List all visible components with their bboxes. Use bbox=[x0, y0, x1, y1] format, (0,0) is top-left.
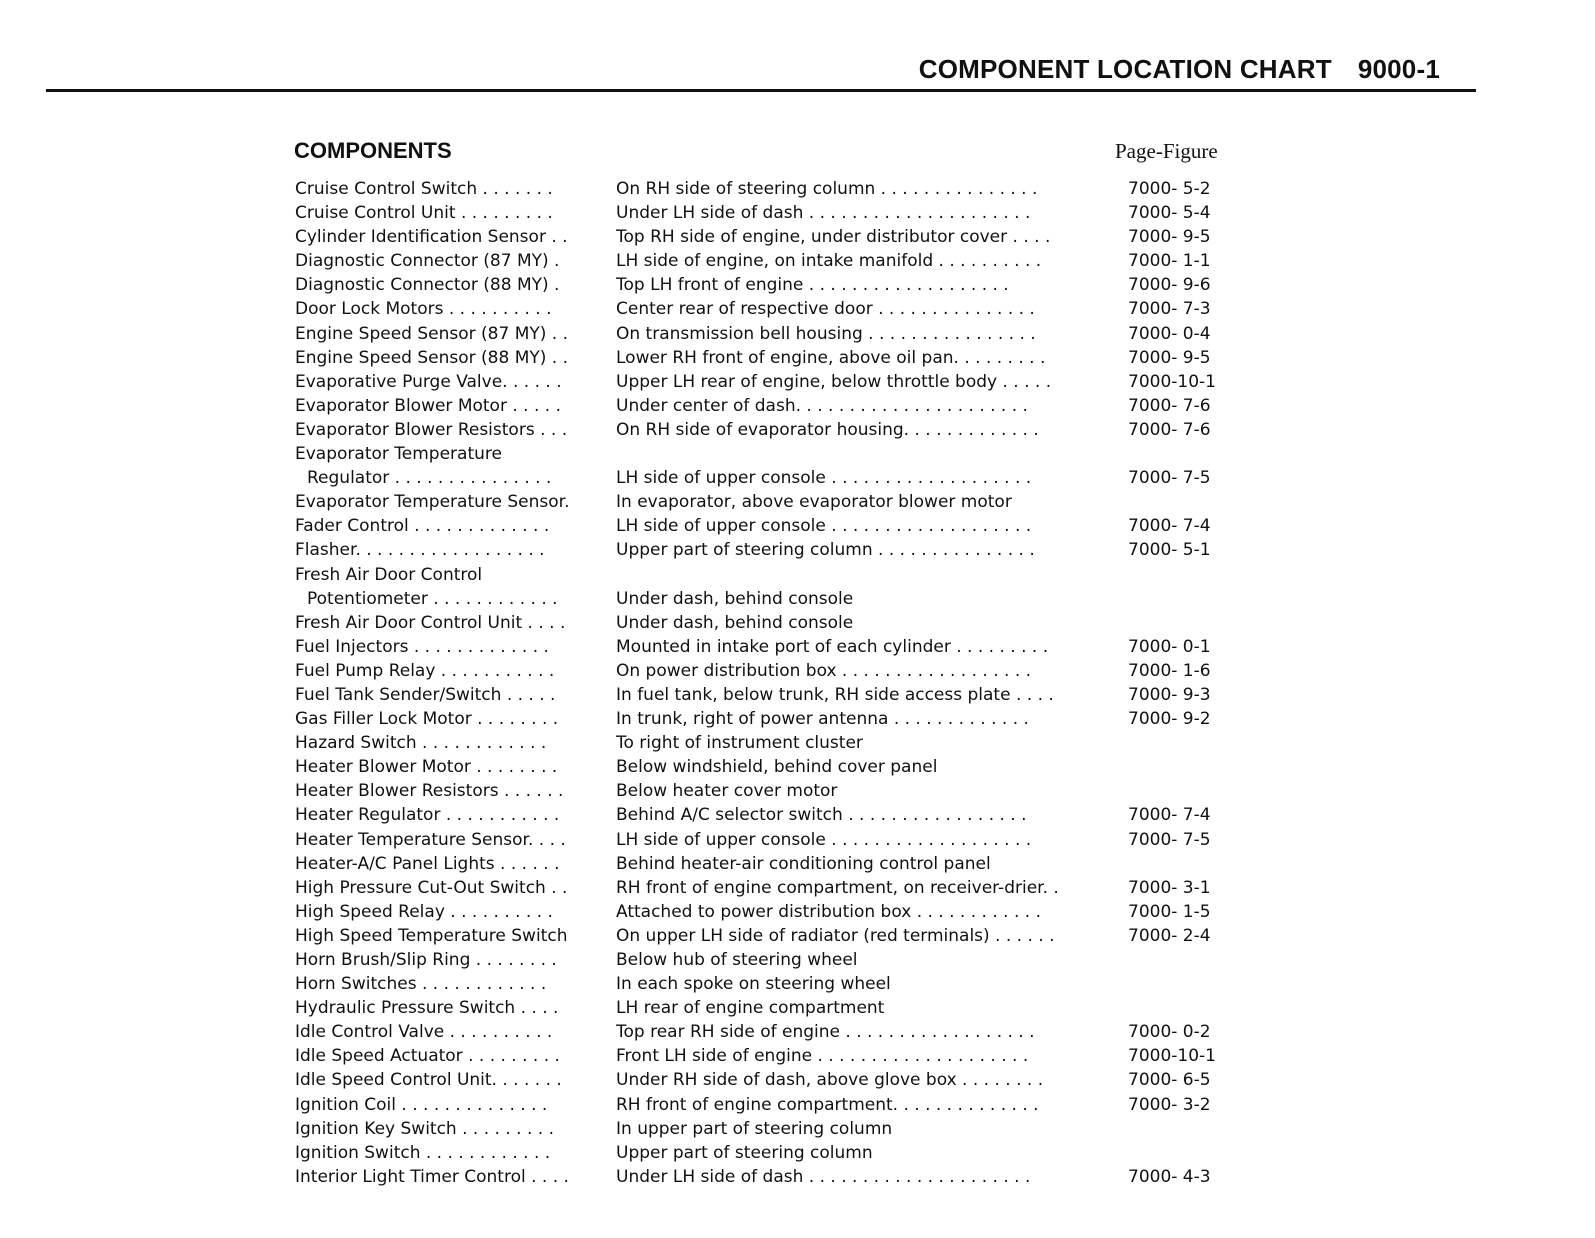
table-row bbox=[0, 1020, 1595, 1044]
table-row bbox=[0, 996, 1595, 1020]
component-location: Under RH side of dash, above glove box . . . . . . . . bbox=[616, 1070, 1044, 1091]
table-row bbox=[0, 1141, 1595, 1165]
component-name: Hydraulic Pressure Switch . . . . bbox=[295, 998, 559, 1019]
table-row bbox=[0, 924, 1595, 948]
component-location: Behind A/C selector switch . . . . . . . . . . . . . . . . . bbox=[616, 805, 1027, 826]
component-location: In fuel tank, below trunk, RH side access plate . . . . bbox=[616, 684, 1054, 705]
table-row bbox=[0, 418, 1595, 442]
component-name: Ignition Switch . . . . . . . . . . . . bbox=[295, 1142, 551, 1163]
page-figure-ref: 7000- 1-1 bbox=[1128, 251, 1211, 272]
table-row bbox=[0, 346, 1595, 370]
component-name: Fuel Pump Relay . . . . . . . . . . . bbox=[295, 660, 555, 681]
table-row bbox=[0, 1093, 1595, 1117]
page-figure-ref: 7000- 7-4 bbox=[1128, 516, 1211, 537]
page-figure-ref: 7000- 7-5 bbox=[1128, 829, 1211, 850]
component-name: Ignition Coil . . . . . . . . . . . . . . bbox=[295, 1094, 548, 1115]
component-location: Top RH side of engine, under distributor cover . . . . bbox=[616, 227, 1051, 248]
table-row bbox=[0, 249, 1595, 273]
component-name: Evaporative Purge Valve. . . . . . bbox=[295, 371, 562, 392]
component-name: Heater Blower Resistors . . . . . . bbox=[295, 781, 564, 802]
page-figure-ref: 7000-10-1 bbox=[1128, 371, 1216, 392]
component-name: Idle Speed Actuator . . . . . . . . . bbox=[295, 1046, 560, 1067]
table-row bbox=[0, 394, 1595, 418]
component-name: Heater Regulator . . . . . . . . . . . bbox=[295, 805, 560, 826]
page-figure-ref: 7000- 5-1 bbox=[1128, 540, 1211, 561]
component-location: Top LH front of engine . . . . . . . . . . . . . . . . . . . bbox=[616, 275, 1009, 296]
chart-title: COMPONENT LOCATION CHART bbox=[918, 54, 1332, 84]
component-location: Lower RH front of engine, above oil pan. . . . . . . . . bbox=[616, 347, 1046, 368]
component-location: On RH side of steering column . . . . . . . . . . . . . . . bbox=[616, 179, 1038, 199]
component-name: Hazard Switch . . . . . . . . . . . . bbox=[295, 733, 547, 754]
table-row bbox=[0, 852, 1595, 876]
page-figure-ref: 7000- 3-1 bbox=[1128, 877, 1211, 898]
component-name: Diagnostic Connector (87 MY) . bbox=[295, 251, 560, 272]
table-row bbox=[0, 466, 1595, 490]
page-number: 9000-1 bbox=[1357, 54, 1440, 84]
page-figure-ref: 7000- 0-1 bbox=[1128, 636, 1211, 657]
table-row bbox=[0, 297, 1595, 321]
table-row bbox=[0, 1117, 1595, 1141]
page-figure-ref: 7000- 9-5 bbox=[1128, 227, 1211, 248]
component-location: On RH side of evaporator housing. . . . . . . . . . . . . bbox=[616, 419, 1039, 440]
component-location: LH side of engine, on intake manifold . . . . . . . . . . bbox=[616, 251, 1042, 272]
component-name: Interior Light Timer Control . . . . bbox=[295, 1166, 569, 1187]
page-figure-ref: 7000- 9-6 bbox=[1128, 275, 1211, 296]
component-name: Horn Switches . . . . . . . . . . . . bbox=[295, 974, 547, 995]
component-name: High Pressure Cut-Out Switch . . bbox=[295, 877, 568, 898]
page-figure-ref: 7000- 9-3 bbox=[1128, 684, 1211, 705]
page-figure-ref: 7000- 5-4 bbox=[1128, 203, 1211, 224]
component-location: Mounted in intake port of each cylinder . . . . . . . . . bbox=[616, 636, 1049, 657]
component-table bbox=[0, 177, 1595, 1189]
component-name: Cylinder Identification Sensor . . bbox=[295, 227, 568, 248]
component-location: Upper part of steering column . . . . . . . . . . . . . . . bbox=[616, 540, 1035, 561]
page-figure-ref: 7000- 7-5 bbox=[1128, 468, 1211, 489]
component-name: Diagnostic Connector (88 MY) . bbox=[295, 275, 560, 296]
component-location: In evaporator, above evaporator blower motor bbox=[616, 492, 1012, 513]
page-figure-ref: 7000- 0-2 bbox=[1128, 1022, 1211, 1043]
table-row bbox=[0, 442, 1595, 466]
page-figure-ref: 7000- 2-4 bbox=[1128, 925, 1211, 946]
table-row bbox=[0, 779, 1595, 803]
component-location: In upper part of steering column bbox=[616, 1118, 893, 1139]
component-name: Regulator . . . . . . . . . . . . . . . bbox=[307, 468, 552, 489]
component-location: On power distribution box . . . . . . . . . . . . . . . . . . bbox=[616, 660, 1032, 681]
page-figure-ref: 7000- 1-6 bbox=[1128, 660, 1211, 681]
page-figure-ref: 7000- 0-4 bbox=[1128, 323, 1211, 344]
component-location: On transmission bell housing . . . . . . . . . . . . . . . . bbox=[616, 323, 1036, 344]
component-location: To right of instrument cluster bbox=[616, 733, 863, 754]
component-name: Fresh Air Door Control bbox=[295, 564, 483, 585]
page-figure-ref: 7000- 7-6 bbox=[1128, 419, 1211, 440]
page-figure-ref: 7000- 7-4 bbox=[1128, 805, 1211, 826]
table-row bbox=[0, 876, 1595, 900]
table-row bbox=[0, 611, 1595, 635]
component-name: Heater-A/C Panel Lights . . . . . . bbox=[295, 853, 560, 874]
table-row bbox=[0, 587, 1595, 611]
component-name: Flasher. . . . . . . . . . . . . . . . . . bbox=[295, 540, 545, 561]
page-figure-ref: 7000- 1-5 bbox=[1128, 901, 1211, 922]
page-figure-ref: 7000- 7-6 bbox=[1128, 395, 1211, 416]
page-figure-ref: 7000- 4-3 bbox=[1128, 1166, 1211, 1187]
component-location: Under dash, behind console bbox=[616, 612, 854, 633]
component-location: Top rear RH side of engine . . . . . . . . . . . . . . . . . . bbox=[616, 1022, 1035, 1043]
component-location: Front LH side of engine . . . . . . . . . . . . . . . . . . . . bbox=[616, 1046, 1029, 1067]
table-row bbox=[0, 828, 1595, 852]
page-figure-ref: 7000- 6-5 bbox=[1128, 1070, 1211, 1091]
component-location: Below windshield, behind cover panel bbox=[616, 757, 938, 778]
component-location: LH side of upper console . . . . . . . . . . . . . . . . . . . bbox=[616, 829, 1032, 850]
table-row bbox=[0, 1165, 1595, 1189]
component-location: Under dash, behind console bbox=[616, 588, 854, 609]
component-name: Door Lock Motors . . . . . . . . . . bbox=[295, 299, 552, 320]
component-location: LH rear of engine compartment bbox=[616, 998, 885, 1019]
table-row bbox=[0, 683, 1595, 707]
component-location: In each spoke on steering wheel bbox=[616, 974, 891, 995]
component-location: Behind heater-air conditioning control panel bbox=[616, 853, 991, 874]
component-name: Engine Speed Sensor (88 MY) . . bbox=[295, 347, 569, 368]
component-location: LH side of upper console . . . . . . . . . . . . . . . . . . . bbox=[616, 516, 1032, 537]
component-location: On upper LH side of radiator (red terminals) . . . . . . bbox=[616, 925, 1055, 946]
table-row bbox=[0, 755, 1595, 779]
table-row bbox=[0, 490, 1595, 514]
component-location: Under LH side of dash . . . . . . . . . . . . . . . . . . . . . bbox=[616, 1166, 1031, 1187]
component-name: Idle Speed Control Unit. . . . . . . bbox=[295, 1070, 562, 1091]
component-name: Evaporator Blower Resistors . . . bbox=[295, 419, 568, 440]
table-row bbox=[0, 1068, 1595, 1092]
component-location: In trunk, right of power antenna . . . . . . . . . . . . . bbox=[616, 709, 1029, 730]
page-figure-ref: 7000- 9-5 bbox=[1128, 347, 1211, 368]
table-row bbox=[0, 177, 1595, 201]
component-name: Horn Brush/Slip Ring . . . . . . . . bbox=[295, 950, 557, 970]
table-row bbox=[0, 803, 1595, 827]
component-name: Idle Control Valve . . . . . . . . . . bbox=[295, 1022, 553, 1043]
table-row bbox=[0, 707, 1595, 731]
component-location: Below heater cover motor bbox=[616, 781, 838, 802]
component-name: Ignition Key Switch . . . . . . . . . bbox=[295, 1118, 554, 1139]
component-name: Evaporator Blower Motor . . . . . bbox=[295, 395, 561, 416]
header-title bbox=[919, 54, 1440, 85]
table-row bbox=[0, 900, 1595, 924]
component-name: Cruise Control Switch . . . . . . . bbox=[295, 179, 553, 199]
page-figure-ref: 7000-10-1 bbox=[1128, 1046, 1216, 1067]
page-figure-ref: 7000- 9-2 bbox=[1128, 709, 1211, 730]
table-row bbox=[0, 972, 1595, 996]
table-row bbox=[0, 538, 1595, 562]
component-location: Upper LH rear of engine, below throttle body . . . . . bbox=[616, 371, 1052, 392]
table-row bbox=[0, 225, 1595, 249]
component-name: Evaporator Temperature Sensor. bbox=[295, 492, 570, 513]
table-row bbox=[0, 563, 1595, 587]
component-name: Heater Temperature Sensor. . . . bbox=[295, 829, 566, 850]
component-name: Engine Speed Sensor (87 MY) . . bbox=[295, 323, 569, 344]
components-heading: COMPONENTS bbox=[294, 138, 452, 163]
component-location: RH front of engine compartment, on receiver-drier. . bbox=[616, 877, 1059, 898]
component-name: Potentiometer . . . . . . . . . . . . bbox=[307, 588, 558, 609]
component-name: High Speed Relay . . . . . . . . . . bbox=[295, 901, 553, 922]
table-row bbox=[0, 322, 1595, 346]
table-row bbox=[0, 948, 1595, 972]
component-name: Fader Control . . . . . . . . . . . . . bbox=[295, 516, 550, 537]
table-row bbox=[0, 1044, 1595, 1068]
component-name: Evaporator Temperature bbox=[295, 444, 502, 465]
component-location: Under LH side of dash . . . . . . . . . . . . . . . . . . . . . bbox=[616, 203, 1031, 224]
component-location: LH side of upper console . . . . . . . . . . . . . . . . . . . bbox=[616, 468, 1032, 489]
page-figure-ref: 7000- 7-3 bbox=[1128, 299, 1211, 320]
component-location: Attached to power distribution box . . . . . . . . . . . . bbox=[616, 901, 1041, 922]
table-row bbox=[0, 731, 1595, 755]
page-figure-ref: 7000- 3-2 bbox=[1128, 1094, 1211, 1115]
component-location: Upper part of steering column bbox=[616, 1142, 873, 1163]
component-name: Fresh Air Door Control Unit . . . . bbox=[295, 612, 566, 633]
header-divider bbox=[46, 89, 1476, 92]
page-figure-heading: Page-Figure bbox=[1115, 139, 1218, 163]
component-name: Gas Filler Lock Motor . . . . . . . . bbox=[295, 709, 559, 730]
table-row bbox=[0, 514, 1595, 538]
component-name: Fuel Injectors . . . . . . . . . . . . . bbox=[295, 636, 549, 657]
component-name: Cruise Control Unit . . . . . . . . . bbox=[295, 203, 553, 224]
component-name: Heater Blower Motor . . . . . . . . bbox=[295, 757, 558, 778]
component-name: High Speed Temperature Switch bbox=[295, 925, 568, 946]
page-figure-ref: 7000- 5-2 bbox=[1128, 179, 1211, 199]
component-location: Center rear of respective door . . . . . . . . . . . . . . . bbox=[616, 299, 1035, 320]
table-row bbox=[0, 370, 1595, 394]
component-location: Below hub of steering wheel bbox=[616, 950, 858, 970]
table-row bbox=[0, 659, 1595, 683]
component-name: Fuel Tank Sender/Switch . . . . . bbox=[295, 684, 556, 705]
component-location: RH front of engine compartment. . . . . . . . . . . . . . bbox=[616, 1094, 1039, 1115]
component-location: Under center of dash. . . . . . . . . . . . . . . . . . . . . . bbox=[616, 395, 1028, 416]
table-row bbox=[0, 273, 1595, 297]
table-row bbox=[0, 635, 1595, 659]
table-row bbox=[0, 201, 1595, 225]
